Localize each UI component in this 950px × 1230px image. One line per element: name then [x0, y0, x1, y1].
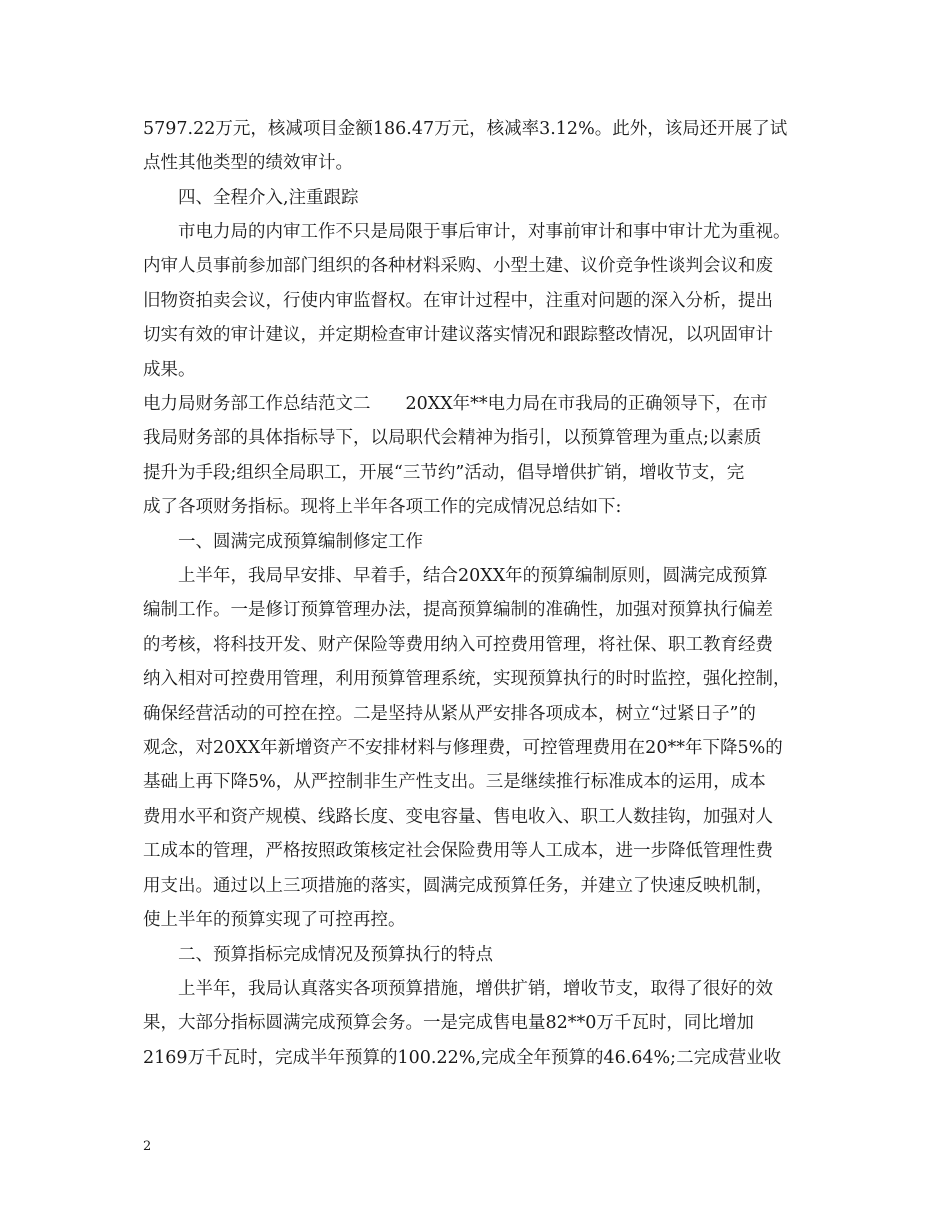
text-line-19: 观念，对20XX年新增资产不安排材料与修理费，可控管理费用在20**年下降5%的 — [143, 738, 783, 758]
text-line-24: 使上半年的预算实现了可控再控。 — [143, 910, 406, 930]
text-line-6: 旧物资拍卖会议，行使内审监督权。在审计过程中，注重对问题的深入分析，提出 — [143, 291, 773, 311]
text-line-11: 提升为手段;组织全局职工，开展“三节约”活动，倡导增供扩销，增收节支，完 — [143, 463, 745, 483]
text-line-15: 编制工作。一是修订预算管理办法，提高预算编制的准确性，加强对预算执行偏差 — [143, 600, 773, 620]
section-heading-2: 二、预算指标完成情况及预算执行的特点 — [178, 945, 493, 965]
text-line-12: 成了各项财务指标。现将上半年各项工作的完成情况总结如下: — [143, 497, 622, 517]
text-line-18: 确保经营活动的可控在控。二是坚持从紧从严安排各项成本，树立“过紧日子”的 — [143, 704, 756, 724]
text-line-17: 纳入相对可控费用管理，利用预算管理系统，实现预算执行的时时监控，强化控制， — [143, 669, 791, 689]
text-line-27: 果，大部分指标圆满完成预算会务。一是完成售电量82**0万千瓦时，同比增加 — [143, 1013, 754, 1033]
text-line-26: 上半年，我局认真落实各项预算措施，增供扩销，增收节支，取得了很好的效 — [178, 979, 773, 999]
text-line-21: 费用水平和资产规模、线路长度、变电容量、售电收入、职工人数挂钩，加强对人 — [143, 807, 773, 827]
text-line-16: 的考核，将科技开发、财产保险等费用纳入可控费用管理，将社保、职工教育经费 — [143, 635, 773, 655]
section-heading-4: 四、全程介入,注重跟踪 — [178, 188, 359, 208]
text-line-23: 用支出。通过以上三项措施的落实，圆满完成预算任务，并建立了快速反映机制， — [143, 876, 773, 896]
text-line-14: 上半年，我局早安排、早着手，结合20XX年的预算编制原则，圆满完成预算 — [178, 566, 768, 586]
text-line-9: 电力局财务部工作总结范文二 20XX年**电力局在市我局的正确领导下，在市 — [143, 394, 768, 414]
text-line-7: 切实有效的审计建议，并定期检查审计建议落实情况和跟踪整改情况，以巩固审计 — [143, 325, 773, 345]
page-number: 2 — [143, 1139, 152, 1154]
text-line-1: 5797.22万元，核减项目金额186.47万元，核减率3.12%。此外，该局还开展了试 — [143, 119, 788, 139]
section-heading-1: 一、圆满完成预算编制修定工作 — [178, 532, 423, 552]
text-line-28: 2169万千瓦时，完成半年预算的100.22%,完成全年预算的46.64%;二完成营业收 — [143, 1048, 782, 1068]
text-line-2: 点性其他类型的绩效审计。 — [143, 153, 353, 173]
text-line-5: 内审人员事前参加部门组织的各种材料采购、小型土建、议价竞争性谈判会议和废 — [143, 256, 773, 276]
text-line-8: 成果。 — [143, 360, 196, 380]
text-line-10: 我局财务部的具体指标导下，以局职代会精神为指引，以预算管理为重点;以素质 — [143, 428, 762, 448]
text-line-20: 基础上再下降5%，从严控制非生产性支出。三是继续推行标准成本的运用，成本 — [143, 772, 766, 792]
text-line-4: 市电力局的内审工作不只是局限于事后审计，对事前审计和事中审计尤为重视。 — [178, 222, 791, 242]
text-line-22: 工成本的管理，严格按照政策核定社会保险费用等人工成本，进一步降低管理性费 — [143, 841, 773, 861]
